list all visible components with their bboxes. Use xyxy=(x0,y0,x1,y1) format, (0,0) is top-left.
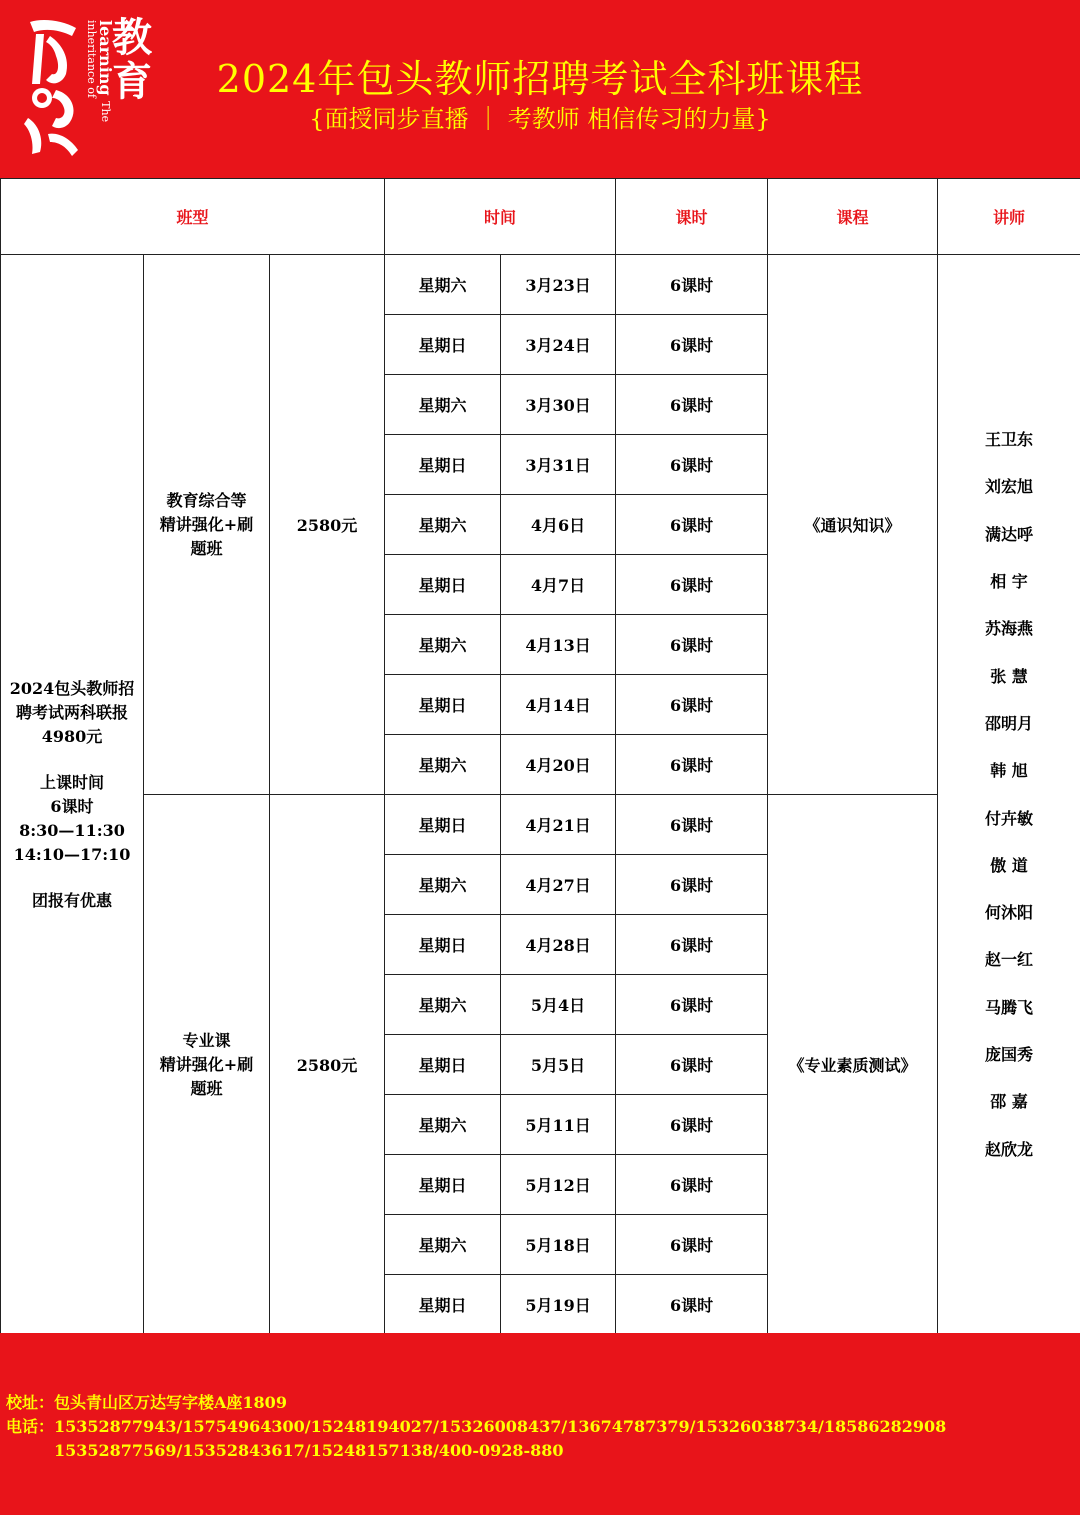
row-date: 5月18日 xyxy=(501,1215,616,1275)
row-day: 星期日 xyxy=(385,1035,501,1095)
row-hours: 6课时 xyxy=(616,795,768,855)
phone-line: 电话：15352877943/15754964300/15248194027/15326008437/13674787379/15326038734/18586282908 xyxy=(6,1417,947,1436)
schedule-table xyxy=(0,178,1080,1335)
row-date: 3月24日 xyxy=(501,315,616,375)
schedule-time-label: 上课时间 xyxy=(39,772,104,792)
row-day: 星期六 xyxy=(385,495,501,555)
header-hours: 课时 xyxy=(616,179,768,255)
class2-price: 2580元 xyxy=(270,795,385,1335)
teacher-list-cell xyxy=(938,255,1080,1335)
row-date: 4月28日 xyxy=(501,915,616,975)
row-hours: 6课时 xyxy=(616,375,768,435)
row-hours: 6课时 xyxy=(616,915,768,975)
row-date: 4月20日 xyxy=(501,735,616,795)
schedule-afternoon: 14:10—17:10 xyxy=(13,844,131,864)
class2-name-line: 专业课 xyxy=(182,1030,231,1050)
row-date: 3月30日 xyxy=(501,375,616,435)
schedule-morning: 8:30—11:30 xyxy=(19,820,125,840)
header-class-type: 班型 xyxy=(1,179,385,255)
row-date: 3月31日 xyxy=(501,435,616,495)
class2-name-line: 题班 xyxy=(190,1078,223,1098)
row-hours: 6课时 xyxy=(616,315,768,375)
row-hours: 6课时 xyxy=(616,855,768,915)
row-hours: 6课时 xyxy=(616,1035,768,1095)
row-day: 星期日 xyxy=(385,555,501,615)
teacher-name: 满达呼 xyxy=(985,524,1034,544)
row-day: 星期六 xyxy=(385,255,501,315)
teacher-name: 刘宏旭 xyxy=(985,477,1034,497)
row-hours: 6课时 xyxy=(616,495,768,555)
logo-text: 教育 xyxy=(112,15,152,105)
teacher-name: 相 宇 xyxy=(990,572,1028,592)
row-hours: 6课时 xyxy=(616,975,768,1035)
school-address: 校址：包头青山区万达写字楼A座1809 xyxy=(6,1393,287,1412)
teacher-name: 韩 旭 xyxy=(990,761,1028,781)
row-date: 3月23日 xyxy=(501,255,616,315)
contact-info xyxy=(6,1391,1076,1463)
row-day: 星期六 xyxy=(385,615,501,675)
combo-line: 聘考试两科联报 xyxy=(15,702,128,722)
class2-name-line: 精讲强化+刷 xyxy=(159,1054,254,1074)
teacher-name: 马腾飞 xyxy=(985,997,1034,1017)
row-date: 5月5日 xyxy=(501,1035,616,1095)
row-hours: 6课时 xyxy=(616,675,768,735)
row-date: 5月12日 xyxy=(501,1155,616,1215)
phone-line: 15352877569/15352843617/15248157138/400-0928-880 xyxy=(54,1441,564,1460)
row-date: 4月13日 xyxy=(501,615,616,675)
row-date: 4月14日 xyxy=(501,675,616,735)
header-time: 时间 xyxy=(385,179,616,255)
class1-name-line: 教育综合等 xyxy=(166,490,247,510)
class1-price: 2580元 xyxy=(270,255,385,795)
row-day: 星期六 xyxy=(385,375,501,435)
class1-name-line: 精讲强化+刷 xyxy=(159,514,254,534)
footer-banner xyxy=(0,1333,1080,1515)
row-day: 星期六 xyxy=(385,1095,501,1155)
row-date: 4月7日 xyxy=(501,555,616,615)
teacher-name: 张 慧 xyxy=(990,666,1028,686)
logo-latin-sub: The inheritance of xyxy=(85,20,112,123)
teacher-name: 何沐阳 xyxy=(985,903,1034,923)
teacher-name: 邵 嘉 xyxy=(990,1092,1028,1112)
table-row xyxy=(1,255,1080,315)
teacher-name: 付卉敏 xyxy=(985,808,1034,828)
row-day: 星期六 xyxy=(385,735,501,795)
row-day: 星期日 xyxy=(385,435,501,495)
class1-name-cell xyxy=(144,255,270,795)
row-hours: 6课时 xyxy=(616,1215,768,1275)
row-date: 4月27日 xyxy=(501,855,616,915)
class1-name-line: 题班 xyxy=(190,538,223,558)
row-hours: 6课时 xyxy=(616,735,768,795)
teacher-name: 赵欣龙 xyxy=(985,1139,1034,1159)
row-date: 5月4日 xyxy=(501,975,616,1035)
row-day: 星期日 xyxy=(385,1275,501,1335)
table-row xyxy=(1,795,1080,855)
row-date: 5月11日 xyxy=(501,1095,616,1155)
teacher-name: 赵一红 xyxy=(985,950,1034,970)
logo-latin-text xyxy=(84,20,115,140)
row-day: 星期六 xyxy=(385,855,501,915)
row-hours: 6课时 xyxy=(616,435,768,495)
teacher-name: 王卫东 xyxy=(985,430,1034,450)
combo-price: 4980元 xyxy=(41,726,103,746)
header-course: 课程 xyxy=(768,179,938,255)
logo-latin-main: learning xyxy=(96,20,115,96)
teacher-name: 傲 道 xyxy=(990,855,1028,875)
row-day: 星期日 xyxy=(385,1155,501,1215)
page-subtitle: {面授同步直播 ｜ 考教师 相信传习的力量} xyxy=(309,105,771,133)
teacher-name: 邵明月 xyxy=(985,713,1034,733)
page-title: 2024年包头教师招聘考试全科班课程 xyxy=(216,57,864,101)
class2-name-cell xyxy=(144,795,270,1335)
group-discount: 团报有优惠 xyxy=(31,890,112,910)
class2-course: 《专业素质测试》 xyxy=(768,795,938,1335)
row-day: 星期六 xyxy=(385,1215,501,1275)
row-day: 星期日 xyxy=(385,675,501,735)
row-hours: 6课时 xyxy=(616,555,768,615)
row-day: 星期六 xyxy=(385,975,501,1035)
row-day: 星期日 xyxy=(385,795,501,855)
row-date: 4月21日 xyxy=(501,795,616,855)
row-hours: 6课时 xyxy=(616,615,768,675)
combo-line: 2024包头教师招 xyxy=(9,678,135,698)
schedule-hours: 6课时 xyxy=(50,796,94,816)
teacher-name: 苏海燕 xyxy=(985,619,1034,639)
row-day: 星期日 xyxy=(385,915,501,975)
class1-course: 《通识知识》 xyxy=(768,255,938,795)
logo-calligraphy-icon xyxy=(22,14,84,160)
header-teacher: 讲师 xyxy=(938,179,1080,255)
row-hours: 6课时 xyxy=(616,1155,768,1215)
row-hours: 6课时 xyxy=(616,255,768,315)
combo-info-cell xyxy=(1,255,144,1335)
row-hours: 6课时 xyxy=(616,1095,768,1155)
row-hours: 6课时 xyxy=(616,1275,768,1335)
row-day: 星期日 xyxy=(385,315,501,375)
header-banner xyxy=(0,0,1080,178)
teacher-name: 庞国秀 xyxy=(985,1044,1034,1064)
row-date: 5月19日 xyxy=(501,1275,616,1335)
row-date: 4月6日 xyxy=(501,495,616,555)
table-header-row xyxy=(1,179,1080,255)
